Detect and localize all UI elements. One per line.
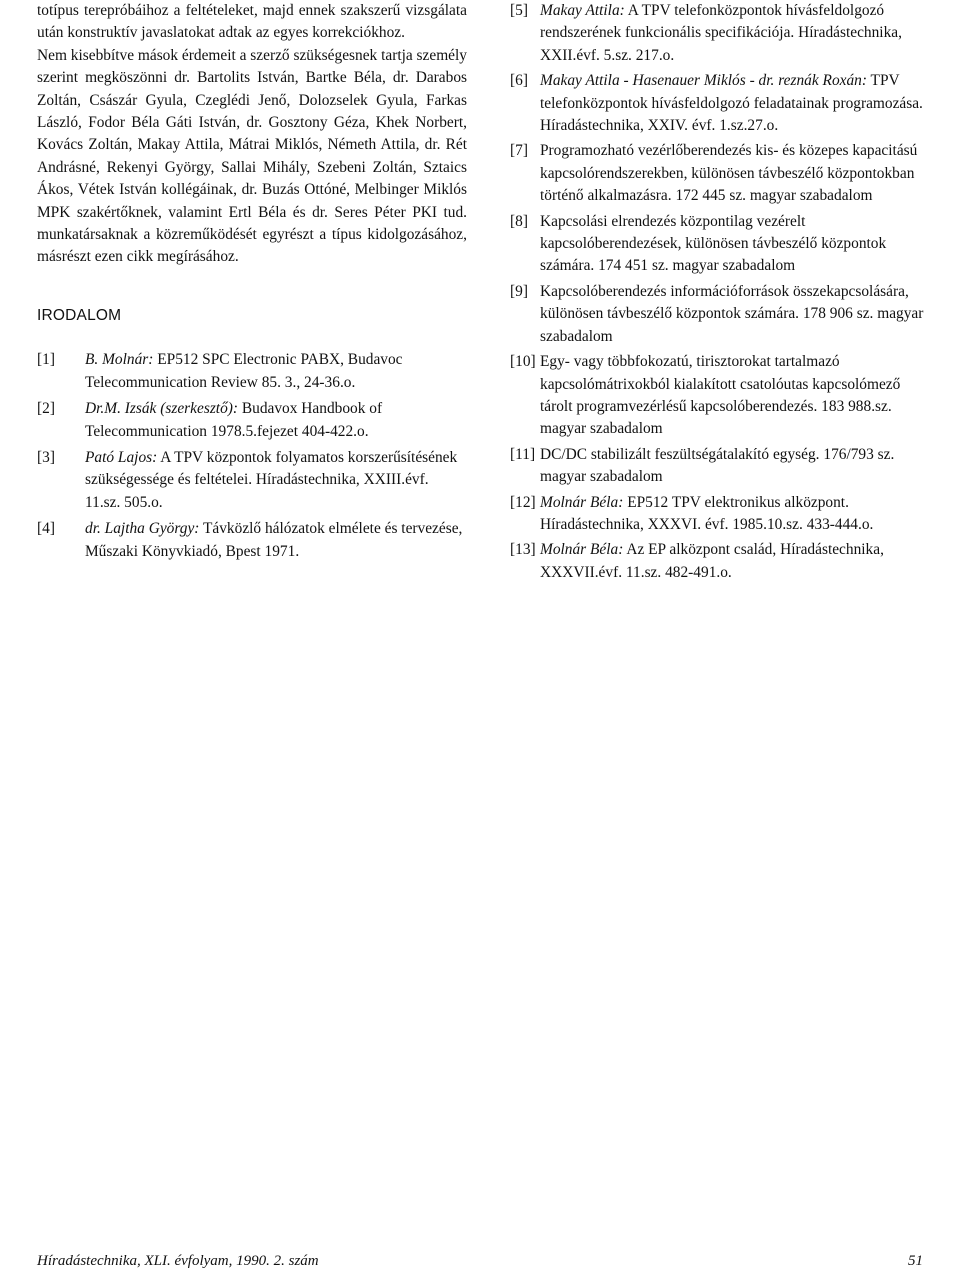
- reference-item: [510, 539, 925, 584]
- reference-text: Az EP alközpont család, Híradástechnika, XXXVII.évf. 11.sz. 482-491.o.: [540, 541, 884, 581]
- reference-text: Programozható vezérlőberendezés kis- és közepes kapacitású kapcsolórendszerekben, különösen távbeszélő központokban történő alkalmazásra. 172 445 sz. magyar szabadalom: [540, 142, 918, 205]
- reference-author: Makay Attila - Hasenauer Miklós - dr. reznák Roxán:: [540, 72, 867, 90]
- reference-author: Molnár Béla:: [540, 493, 624, 511]
- reference-author: Makay Attila:: [540, 2, 625, 19]
- reference-number: [11]: [510, 445, 536, 463]
- reference-number: [10]: [510, 353, 536, 371]
- reference-number: [6]: [510, 72, 528, 90]
- reference-number: [9]: [510, 282, 528, 300]
- page-number: 51: [908, 1253, 923, 1269]
- reference-item: [510, 140, 925, 207]
- reference-author: B. Molnár:: [85, 351, 154, 369]
- reference-item: [510, 211, 925, 278]
- reference-item: [37, 447, 467, 514]
- reference-item: [37, 398, 467, 443]
- reference-number: [8]: [510, 212, 528, 230]
- reference-item: [510, 70, 925, 137]
- reference-number: [13]: [510, 541, 536, 559]
- reference-author: Dr.M. Izsák (szerkesztő):: [85, 400, 239, 418]
- references-list-left: [37, 349, 467, 563]
- journal-reference: Híradástechnika, XLI. évfolyam, 1990. 2. szám: [37, 1253, 319, 1269]
- reference-text: TPV telefonközpontok hívásfeldolgozó feladatainak programozása. Híradástechnika, XXIV. évf. 1.sz.27.o.: [540, 72, 923, 135]
- left-column: [37, 0, 467, 567]
- reference-item: [510, 492, 925, 537]
- reference-author: Molnár Béla:: [540, 541, 624, 559]
- reference-text: Távközlő hálózatok elmélete és tervezése, Műszaki Könyvkiadó, Bpest 1971.: [85, 520, 463, 560]
- reference-number: [3]: [37, 448, 55, 466]
- reference-author: Pató Lajos:: [85, 448, 158, 466]
- reference-number: [2]: [37, 400, 55, 418]
- page-footer: [37, 1253, 923, 1270]
- reference-text: EP512 TPV elektronikus alközpont. Híradástechnika, XXXVI. évf. 1985.10.sz. 433-444.o.: [540, 493, 874, 533]
- reference-text: A TPV telefonközpontok hívásfeldolgozó rendszerének funkcionális specifikációja. Híradástechnika, XXII.évf. 5.sz. 217.o.: [540, 2, 902, 64]
- reference-number: [12]: [510, 493, 536, 511]
- reference-text: Kapcsolóberendezés információforrások összekapcsolására, különösen távbeszélő központok számára. 178 906 sz. magyar szabadalom: [540, 282, 924, 345]
- acknowledgement-paragraph-2: Nem kisebbítve mások érdemeit a szerző szükségesnek tartja személy szerint megköszönni dr. Bartolits István, Bartke Béla, dr. Darabos Zoltán, Császár Gyula, Czeglédi Jenő, Dolozselek Gyula, Farkas László, Fodor Béla Gáti István, dr. Gosztony Géza, Khek Norbert, Kovács Zoltán, Makay Attila, Mátrai Miklós, Németh Attila, dr. Rét Andrásné, Rekenyi György, Sallai Mihály, Szebeni Zoltán, Sztaics Ákos, Vétek István kollégáinak, dr. Buzás Ottóné, Melbinger Miklós MPK szakértőknek, valamint Ertl Béla és dr. Seres Péter PKI tud. munkatársaknak a közreműködését egyrészt a típus kidolgozásához, másrészt ezen cikk megírásához.: [37, 46, 467, 266]
- reference-text: A TPV központok folyamatos korszerűsítésének szükségessége és feltételei. Híradástechnika, XXIII.évf. 11.sz. 505.o.: [85, 448, 458, 511]
- reference-text: DC/DC stabilizált feszültségátalakító egység. 176/793 sz. magyar szabadalom: [540, 445, 895, 486]
- reference-text: Budavox Handbook of Telecommunication 1978.5.fejezet 404-422.o.: [85, 400, 383, 440]
- reference-text: Egy- vagy többfokozatú, tirisztorokat tartalmazó kapcsolómátrixokból kialakított csatolóutas kapcsolómező tárolt programvezérlésű kapcsolóberendezés. 183 988.sz. magyar szabadalom: [540, 353, 901, 438]
- reference-item: [510, 0, 925, 67]
- right-column: [510, 0, 925, 587]
- reference-text: Kapcsolási elrendezés központilag vezérelt kapcsolóberendezések, különösen távbeszélő központok számára. 174 451 sz. magyar szabadalom: [540, 212, 887, 275]
- reference-item: [510, 351, 925, 441]
- references-heading: IRODALOM: [37, 306, 122, 324]
- reference-item: [510, 444, 925, 489]
- references-list-right: [510, 0, 925, 584]
- reference-number: [4]: [37, 520, 55, 538]
- reference-item: [37, 518, 467, 563]
- reference-number: [5]: [510, 2, 528, 19]
- reference-item: [510, 281, 925, 348]
- acknowledgement-paragraph-1: totípus terepróbáihoz a feltételeket, majd ennek szakszerű vizsgálata után konstruktív javaslatokat adtak az egyes korrekciókhoz.: [37, 2, 467, 42]
- reference-number: [1]: [37, 351, 55, 369]
- reference-item: [37, 349, 467, 394]
- reference-author: dr. Lajtha György:: [85, 520, 200, 538]
- reference-number: [7]: [510, 142, 528, 160]
- reference-text: EP512 SPC Electronic PABX, Budavoc Telecommunication Review 85. 3., 24-36.o.: [85, 351, 403, 391]
